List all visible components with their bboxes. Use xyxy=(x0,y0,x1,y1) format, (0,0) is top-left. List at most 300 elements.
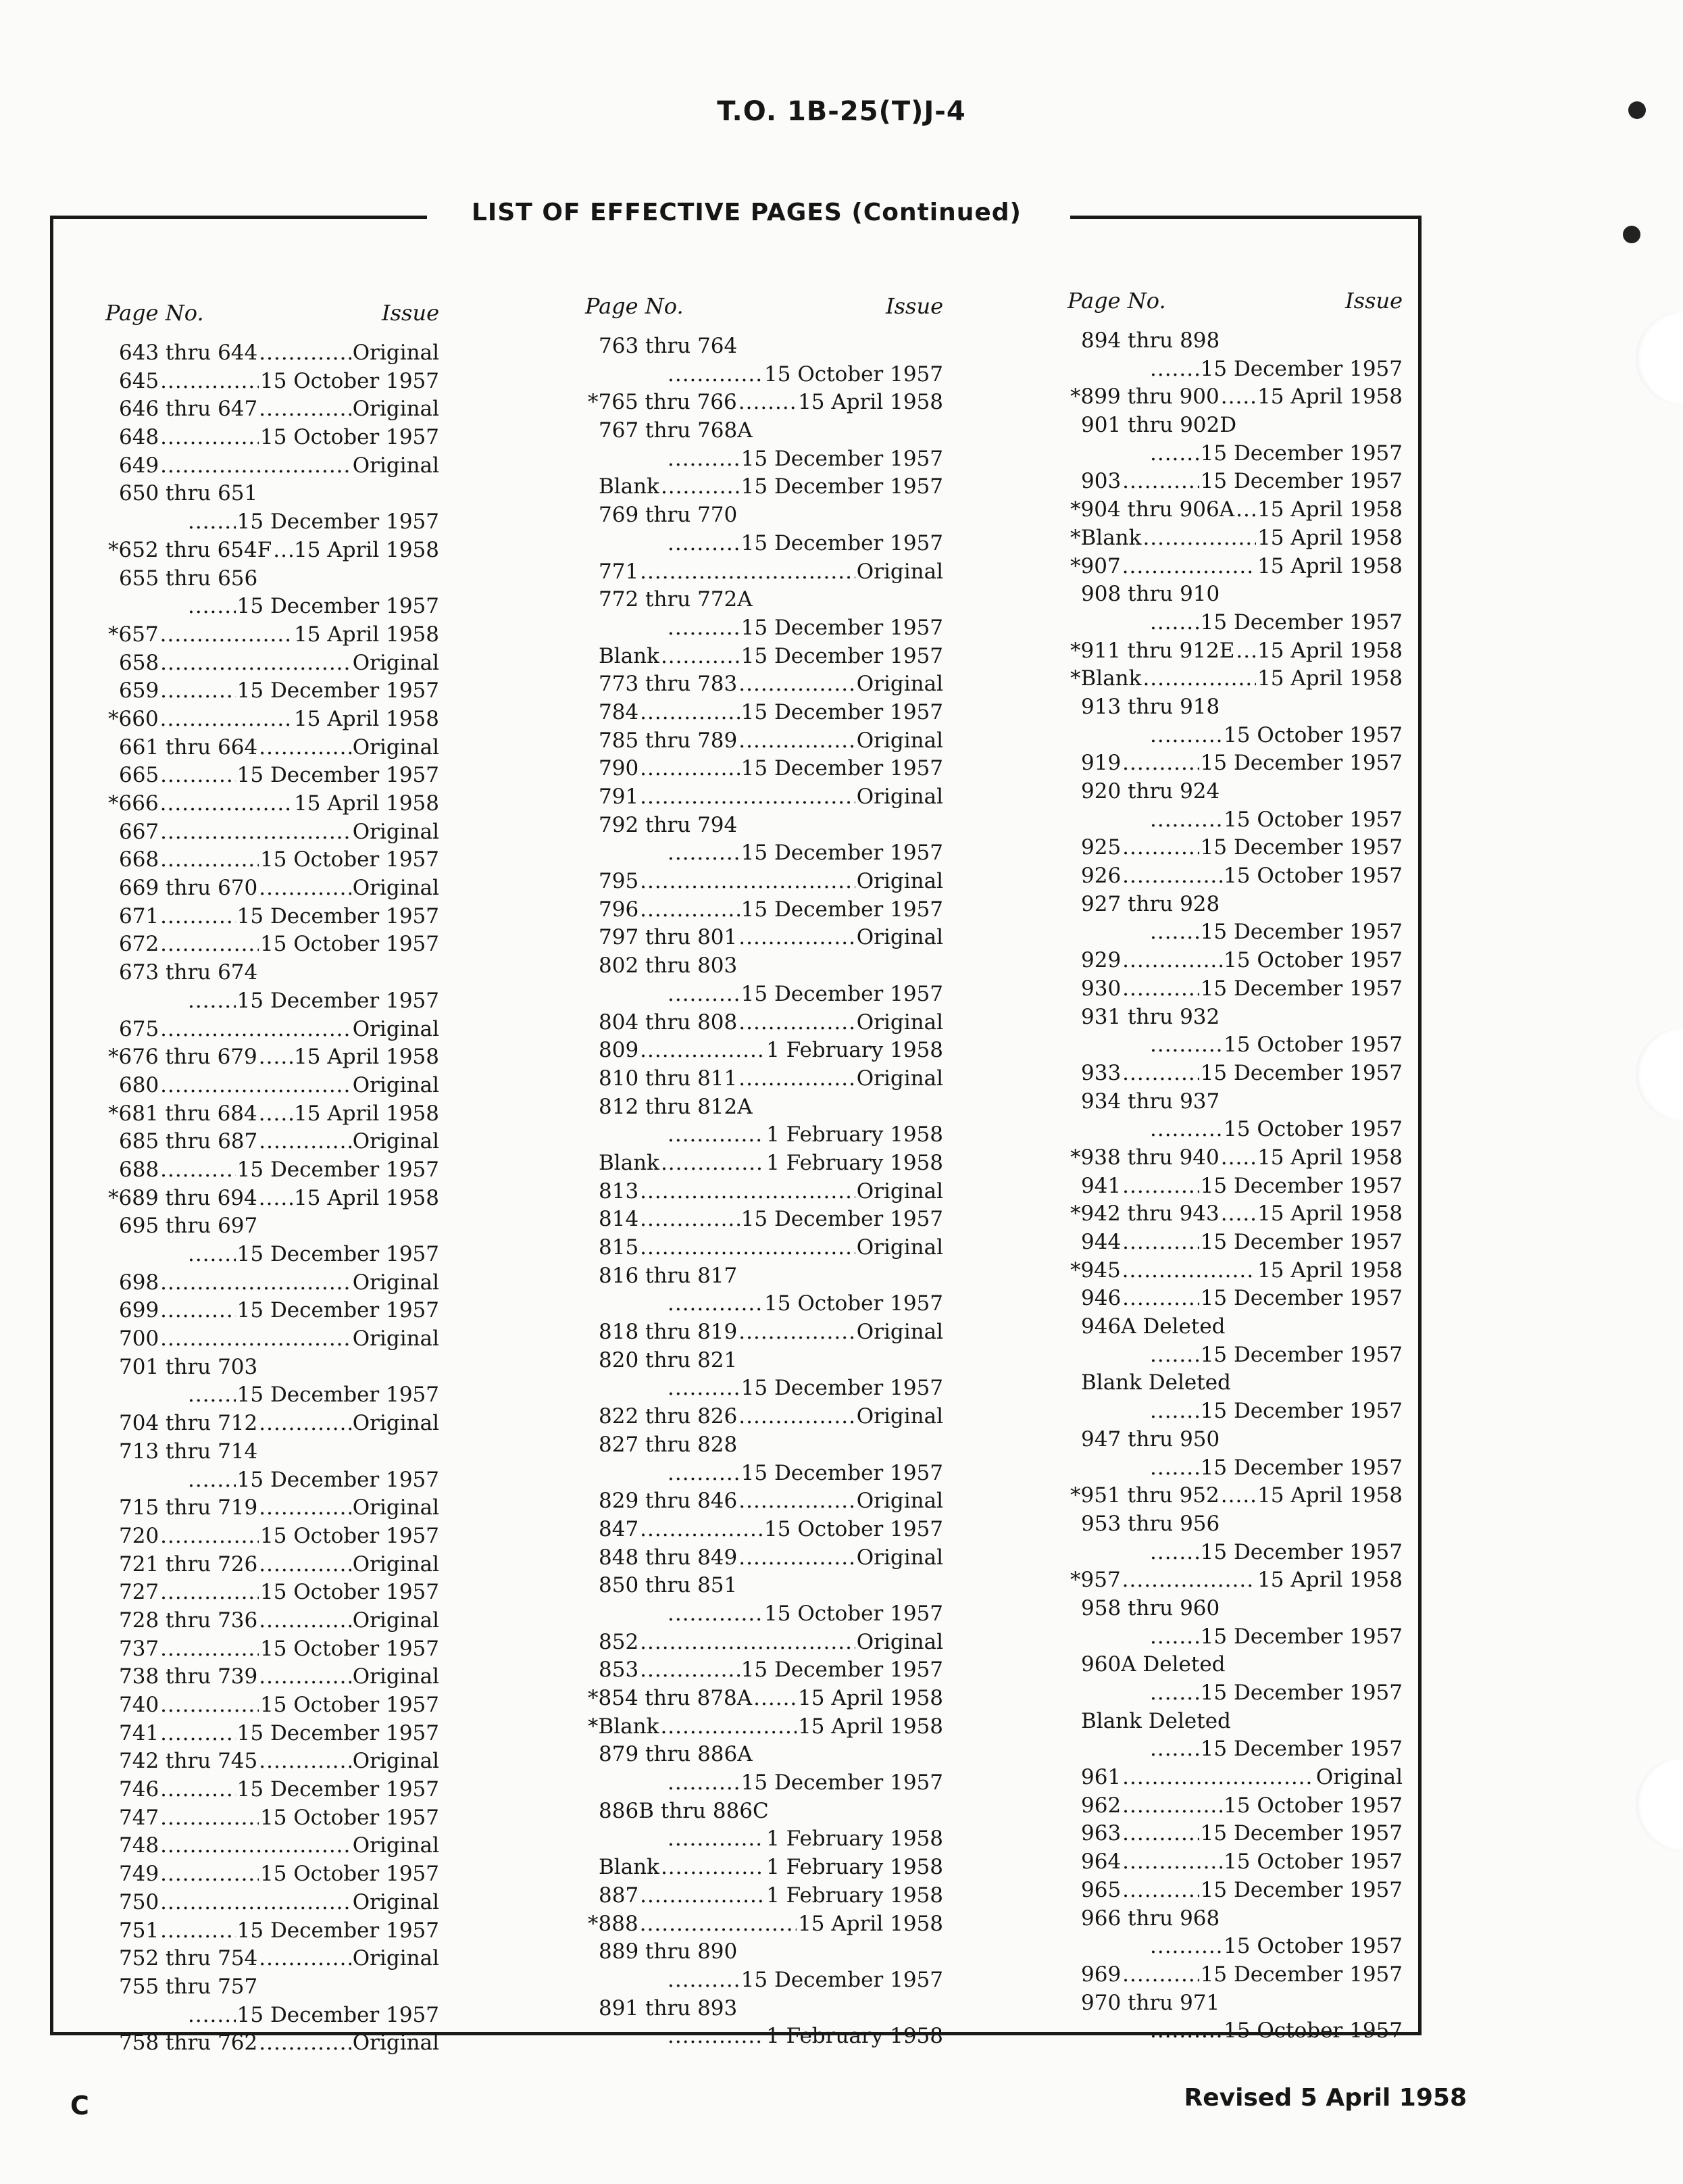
page-range: 796 xyxy=(599,897,639,922)
page-range: 747 xyxy=(119,1805,159,1830)
page-range: *681 thru 684 xyxy=(108,1101,257,1126)
page-range: 963 xyxy=(1081,1821,1122,1846)
list-item xyxy=(585,699,943,727)
dot-leader xyxy=(160,1720,235,1748)
issue-date: 15 December 1957 xyxy=(740,474,943,499)
page-range: 698 xyxy=(119,1270,159,1295)
page-range: 927 thru 928 xyxy=(1081,891,1220,916)
list-item xyxy=(1067,1764,1403,1792)
list-item xyxy=(105,903,439,931)
dot-leader xyxy=(1122,975,1199,1003)
dot-leader xyxy=(640,1910,797,1939)
page-no-header: Page No. xyxy=(105,300,204,326)
issue-date: 15 October 1957 xyxy=(260,1693,439,1717)
list-item xyxy=(585,670,943,699)
page-range: 934 thru 937 xyxy=(1081,1089,1220,1114)
list-item xyxy=(585,1262,943,1318)
page-range: 704 thru 712 xyxy=(119,1411,258,1436)
dot-leader xyxy=(640,755,739,783)
list-item xyxy=(105,1635,439,1664)
page-range: 792 thru 794 xyxy=(599,812,738,837)
issue-date: 15 October 1957 xyxy=(260,1580,439,1605)
page-range: *911 thru 912E xyxy=(1070,638,1235,663)
page-range: 767 thru 768A xyxy=(599,418,753,443)
page-range: 737 xyxy=(119,1636,159,1661)
list-item xyxy=(585,1572,943,1628)
page-range: 958 thru 960 xyxy=(1081,1595,1220,1620)
page-range: 795 xyxy=(599,869,639,894)
dot-leader xyxy=(160,1156,235,1185)
page-range: *689 thru 694 xyxy=(108,1185,257,1210)
page-range: 738 thru 739 xyxy=(119,1664,258,1689)
issue-date: 15 December 1957 xyxy=(236,988,439,1013)
list-item xyxy=(585,755,943,783)
dot-leader xyxy=(1122,468,1199,496)
issue-date: 1 February 1958 xyxy=(766,1855,943,1880)
dot-leader xyxy=(1122,1566,1256,1595)
list-item xyxy=(1067,947,1403,975)
revision-date: Revised 5 April 1958 xyxy=(1184,2084,1467,2112)
page-range: 752 thru 754 xyxy=(119,1946,258,1971)
list-item xyxy=(105,846,439,874)
page-range: 953 thru 956 xyxy=(1081,1511,1220,1536)
dot-leader xyxy=(259,1607,351,1635)
page-range: 908 thru 910 xyxy=(1081,582,1220,607)
issue-date: 15 April 1958 xyxy=(294,537,439,562)
page-range: 853 xyxy=(599,1658,639,1683)
page-range: 814 xyxy=(599,1207,639,1232)
dot-leader xyxy=(1122,1060,1199,1088)
page-range: 816 thru 817 xyxy=(599,1263,738,1288)
list-item xyxy=(105,1832,439,1860)
page-range: 926 xyxy=(1081,864,1122,889)
list-item xyxy=(1067,749,1403,778)
list-item xyxy=(585,1009,943,1037)
page-range: Blank Deleted xyxy=(1081,1370,1231,1395)
dot-leader xyxy=(738,1544,855,1572)
issue-date: Original xyxy=(856,1235,943,1260)
dot-leader xyxy=(738,727,855,755)
issue-date: 15 October 1957 xyxy=(260,1805,439,1830)
page-range: 965 xyxy=(1081,1877,1122,1902)
list-item xyxy=(105,959,439,1015)
list-item xyxy=(105,1860,439,1889)
list-item xyxy=(1067,327,1403,383)
dot-leader xyxy=(1122,1848,1222,1877)
page-range: 771 xyxy=(599,559,639,584)
dot-leader xyxy=(640,1629,855,1657)
dot-leader xyxy=(738,1487,855,1516)
issue-date: 1 February 1958 xyxy=(766,1883,943,1908)
list-item xyxy=(1067,1877,1403,1905)
list-item xyxy=(1067,1820,1403,1848)
issue-date: 15 October 1957 xyxy=(1224,1934,1403,1959)
dot-leader xyxy=(160,1579,259,1607)
dot-leader xyxy=(661,643,740,671)
list-item xyxy=(585,1318,943,1347)
dot-leader xyxy=(668,1825,765,1854)
dot-leader xyxy=(259,2029,351,2058)
dot-leader xyxy=(668,445,740,474)
list-item xyxy=(105,2029,439,2058)
issue-date: Original xyxy=(352,1016,439,1041)
dot-leader xyxy=(160,1016,351,1044)
issue-date: 15 December 1957 xyxy=(1200,1821,1403,1846)
list-item xyxy=(1067,1989,1403,2045)
page-range: 815 xyxy=(599,1235,639,1260)
list-item xyxy=(585,1995,943,2051)
page-range: 772 thru 772A xyxy=(599,587,753,612)
page-range: *938 thru 940 xyxy=(1070,1145,1220,1170)
issue-date: 15 December 1957 xyxy=(1200,356,1403,381)
dot-leader xyxy=(1150,1679,1199,1708)
list-item xyxy=(105,1776,439,1804)
page-range: 847 xyxy=(599,1516,639,1541)
list-item xyxy=(585,1797,943,1854)
list-item xyxy=(105,537,439,565)
issue-date: 15 December 1957 xyxy=(740,1376,943,1401)
list-item xyxy=(105,930,439,959)
list-item xyxy=(585,1656,943,1685)
list-item xyxy=(105,1438,439,1494)
page-range: 804 thru 808 xyxy=(599,1010,738,1035)
dot-leader xyxy=(640,1516,763,1544)
list-item xyxy=(585,1685,943,1713)
page-range: 962 xyxy=(1081,1793,1122,1818)
issue-date: 15 December 1957 xyxy=(1200,1539,1403,1564)
dot-leader xyxy=(1150,722,1222,750)
list-item xyxy=(585,1516,943,1544)
page-range: 941 xyxy=(1081,1173,1122,1198)
dot-leader xyxy=(259,1410,351,1438)
list-item xyxy=(1067,1257,1403,1285)
list-item xyxy=(585,501,943,557)
entry-list xyxy=(105,339,439,2058)
dot-leader xyxy=(1122,1764,1315,1792)
issue-date: Original xyxy=(352,1946,439,1971)
dot-leader xyxy=(188,1381,236,1410)
list-item xyxy=(1067,1060,1403,1088)
issue-date: 15 April 1958 xyxy=(798,1686,943,1710)
dot-leader xyxy=(1150,806,1222,835)
list-item xyxy=(105,1410,439,1438)
page-range: 933 xyxy=(1081,1060,1122,1085)
page-range: 810 thru 811 xyxy=(599,1066,738,1091)
dot-leader xyxy=(160,1072,351,1100)
page-range: 946A Deleted xyxy=(1081,1314,1226,1339)
page-range: 769 thru 770 xyxy=(599,503,738,528)
dot-leader xyxy=(1142,665,1256,693)
issue-date: 1 February 1958 xyxy=(766,1038,943,1063)
dot-leader xyxy=(1150,609,1199,637)
dot-leader xyxy=(1150,918,1199,947)
list-item xyxy=(585,1910,943,1939)
issue-date: Original xyxy=(352,1608,439,1633)
list-item xyxy=(105,565,439,621)
page-range: 848 thru 849 xyxy=(599,1545,738,1570)
list-item xyxy=(105,1269,439,1297)
page-range: 671 xyxy=(119,903,159,928)
page-range: 741 xyxy=(119,1720,159,1745)
issue-date: 15 December 1957 xyxy=(740,981,943,1006)
dot-leader xyxy=(160,818,351,847)
list-item xyxy=(105,762,439,790)
issue-date: 15 December 1957 xyxy=(740,1460,943,1485)
issue-date: 15 December 1957 xyxy=(1200,1962,1403,1987)
page-range: 673 thru 674 xyxy=(119,960,258,985)
list-item xyxy=(105,1691,439,1720)
dot-leader xyxy=(1122,1792,1222,1820)
dot-leader xyxy=(753,1685,797,1713)
page-range: 919 xyxy=(1081,751,1122,776)
page-range: 665 xyxy=(119,763,159,788)
issue-date: 15 December 1957 xyxy=(740,615,943,640)
issue-date: 15 December 1957 xyxy=(1200,1681,1403,1705)
list-item xyxy=(1067,1510,1403,1566)
dot-leader xyxy=(160,1832,351,1860)
punch-hole-top xyxy=(1636,311,1683,405)
list-item xyxy=(1067,1285,1403,1313)
page-range: *854 thru 878A xyxy=(588,1686,753,1710)
dot-leader xyxy=(640,1037,765,1065)
dot-leader xyxy=(668,1374,740,1403)
dot-leader xyxy=(661,1149,765,1178)
list-item xyxy=(105,395,439,424)
page-range: 720 xyxy=(119,1523,159,1548)
page-range: 721 thru 726 xyxy=(119,1552,258,1577)
page-range: 822 thru 826 xyxy=(599,1404,738,1429)
page-range: 646 thru 647 xyxy=(119,397,258,422)
dot-leader xyxy=(1122,749,1199,778)
entry-list xyxy=(1067,327,1403,2045)
page-range: 969 xyxy=(1081,1962,1122,1987)
issue-date: 15 October 1957 xyxy=(1224,1793,1403,1818)
dot-leader xyxy=(1150,355,1199,384)
dot-leader xyxy=(160,790,293,818)
page-range: 688 xyxy=(119,1157,159,1182)
issue-date: 15 December 1957 xyxy=(740,841,943,866)
dot-leader xyxy=(640,558,855,587)
issue-date: Original xyxy=(856,1178,943,1203)
dot-leader xyxy=(1122,834,1199,862)
issue-header: Issue xyxy=(381,300,439,326)
dot-leader xyxy=(668,839,740,868)
dot-leader xyxy=(668,1290,763,1318)
dot-leader xyxy=(640,1234,855,1262)
issue-date: 15 April 1958 xyxy=(294,1101,439,1126)
list-item xyxy=(585,389,943,417)
issue-date: 15 December 1957 xyxy=(1200,1286,1403,1311)
page-range: 667 xyxy=(119,819,159,844)
issue-date: 15 October 1957 xyxy=(764,1601,943,1626)
page-range: Blank xyxy=(599,474,659,499)
list-item xyxy=(105,1747,439,1776)
list-item xyxy=(105,705,439,734)
list-item xyxy=(1067,1200,1403,1228)
dot-leader xyxy=(668,2022,765,2051)
issue-date: 15 October 1957 xyxy=(260,847,439,872)
list-item xyxy=(1067,1313,1403,1369)
page-range: 728 thru 736 xyxy=(119,1608,258,1633)
issue-date: 15 April 1958 xyxy=(1257,384,1403,410)
issue-date: 15 April 1958 xyxy=(798,1911,943,1936)
issue-date: 15 December 1957 xyxy=(740,1770,943,1795)
dot-leader xyxy=(1221,383,1256,412)
dot-leader xyxy=(640,1656,739,1685)
dot-leader xyxy=(259,1494,351,1522)
page-range: *907 xyxy=(1070,553,1121,578)
issue-date: Original xyxy=(856,1320,943,1345)
dot-leader xyxy=(1221,1144,1256,1172)
list-item xyxy=(105,1128,439,1156)
page-range: 750 xyxy=(119,1889,159,1914)
list-item xyxy=(1067,1228,1403,1257)
list-item xyxy=(585,558,943,587)
page-range: 649 xyxy=(119,453,159,478)
list-item xyxy=(1067,834,1403,862)
list-item xyxy=(105,1973,439,2029)
list-item xyxy=(585,332,943,389)
list-item xyxy=(1067,1144,1403,1172)
page-range: Blank Deleted xyxy=(1081,1708,1231,1733)
column-header xyxy=(1067,281,1403,327)
list-item xyxy=(105,1889,439,1917)
issue-date: Original xyxy=(856,925,943,950)
issue-date: 15 October 1957 xyxy=(260,1636,439,1661)
page-range: *942 thru 943 xyxy=(1070,1201,1220,1226)
dot-leader xyxy=(160,1635,259,1664)
issue-date: 15 December 1957 xyxy=(236,1383,439,1408)
issue-date: Original xyxy=(352,453,439,478)
page-range: 802 thru 803 xyxy=(599,953,738,978)
dot-leader xyxy=(1236,637,1256,666)
list-item xyxy=(105,1325,439,1354)
issue-date: 15 December 1957 xyxy=(236,1720,439,1745)
page-range: 925 xyxy=(1081,835,1122,860)
issue-date: Original xyxy=(352,1270,439,1295)
issue-header: Issue xyxy=(1345,288,1403,314)
page-range: 827 thru 828 xyxy=(599,1432,738,1457)
page-range: *888 xyxy=(588,1911,638,1936)
dot-leader xyxy=(661,1854,765,1882)
issue-date: Original xyxy=(352,1552,439,1577)
list-item xyxy=(1067,1003,1403,1060)
list-item xyxy=(105,677,439,705)
list-title: LIST OF EFFECTIVE PAGES (Continued) xyxy=(471,199,1022,226)
page-range: 658 xyxy=(119,650,159,675)
list-item xyxy=(105,1016,439,1044)
issue-date: Original xyxy=(352,1326,439,1351)
page-range: *676 thru 679 xyxy=(108,1045,257,1070)
issue-date: 15 April 1958 xyxy=(294,622,439,647)
list-item xyxy=(585,783,943,812)
list-item xyxy=(1067,975,1403,1003)
list-item xyxy=(585,1093,943,1149)
dot-leader xyxy=(160,1325,351,1354)
issue-date: 15 April 1958 xyxy=(294,1185,439,1210)
page-range: 699 xyxy=(119,1298,159,1323)
list-item xyxy=(1067,412,1403,468)
list-item xyxy=(585,1178,943,1206)
page-range: *657 xyxy=(108,622,159,647)
page-range: 887 xyxy=(599,1883,639,1908)
page-range: 886B thru 886C xyxy=(599,1798,769,1823)
dot-leader xyxy=(160,1804,259,1833)
page-range: 903 xyxy=(1081,469,1122,494)
page-range: *652 thru 654F xyxy=(108,537,272,562)
list-item xyxy=(105,1072,439,1100)
dot-leader xyxy=(1236,496,1256,524)
issue-date: 15 December 1957 xyxy=(1200,1399,1403,1424)
page-range: 669 thru 670 xyxy=(119,876,258,901)
dot-leader xyxy=(259,734,351,762)
issue-date: 15 October 1957 xyxy=(1224,722,1403,747)
page-range: 930 xyxy=(1081,976,1122,1001)
list-item xyxy=(105,1579,439,1607)
dot-leader xyxy=(188,987,236,1016)
page-range: 960A Deleted xyxy=(1081,1652,1226,1677)
issue-date: 15 December 1957 xyxy=(1200,1455,1403,1480)
issue-date: 15 April 1958 xyxy=(1257,525,1403,550)
dot-leader xyxy=(160,1860,259,1889)
issue-date: 15 December 1957 xyxy=(740,897,943,922)
page-range: 746 xyxy=(119,1777,159,1802)
dot-leader xyxy=(1122,1172,1199,1201)
dot-leader xyxy=(160,1297,235,1325)
page-range: 751 xyxy=(119,1918,159,1943)
issue-date: 15 December 1957 xyxy=(236,1777,439,1802)
list-item xyxy=(105,480,439,536)
dot-leader xyxy=(1122,1257,1256,1285)
page-range: 889 thru 890 xyxy=(599,1939,738,1964)
issue-date: 15 December 1957 xyxy=(236,903,439,928)
page-range: 879 thru 886A xyxy=(599,1742,753,1767)
list-item xyxy=(585,1629,943,1657)
dot-leader xyxy=(188,508,236,537)
issue-date: Original xyxy=(856,1066,943,1091)
page-range: 891 thru 893 xyxy=(599,1995,738,2020)
issue-date: Original xyxy=(352,1495,439,1520)
page-range: 685 thru 687 xyxy=(119,1129,258,1154)
dot-leader xyxy=(661,473,740,501)
list-item xyxy=(585,1544,943,1572)
list-item xyxy=(585,1403,943,1431)
list-item xyxy=(1067,1792,1403,1820)
issue-date: Original xyxy=(352,819,439,844)
list-item xyxy=(105,1297,439,1325)
list-item xyxy=(585,1882,943,1910)
list-item xyxy=(1067,1369,1403,1425)
dot-leader xyxy=(259,395,351,424)
list-item xyxy=(105,1607,439,1635)
list-item xyxy=(1067,1905,1403,1961)
list-item xyxy=(585,1065,943,1093)
issue-date: 15 December 1957 xyxy=(236,1157,439,1182)
list-item xyxy=(1067,524,1403,553)
list-item xyxy=(1067,1088,1403,1144)
dot-leader xyxy=(640,699,739,727)
issue-date: 15 December 1957 xyxy=(1200,835,1403,860)
issue-date: 15 April 1958 xyxy=(1257,666,1403,691)
issue-date: 15 October 1957 xyxy=(260,1523,439,1548)
list-item xyxy=(585,417,943,473)
issue-date: 15 October 1957 xyxy=(1224,1850,1403,1875)
issue-date: 15 December 1957 xyxy=(236,1918,439,1943)
dot-leader xyxy=(160,1269,351,1297)
page-range: 829 thru 846 xyxy=(599,1489,738,1514)
dot-leader xyxy=(1122,1820,1199,1848)
dot-leader xyxy=(160,649,351,678)
